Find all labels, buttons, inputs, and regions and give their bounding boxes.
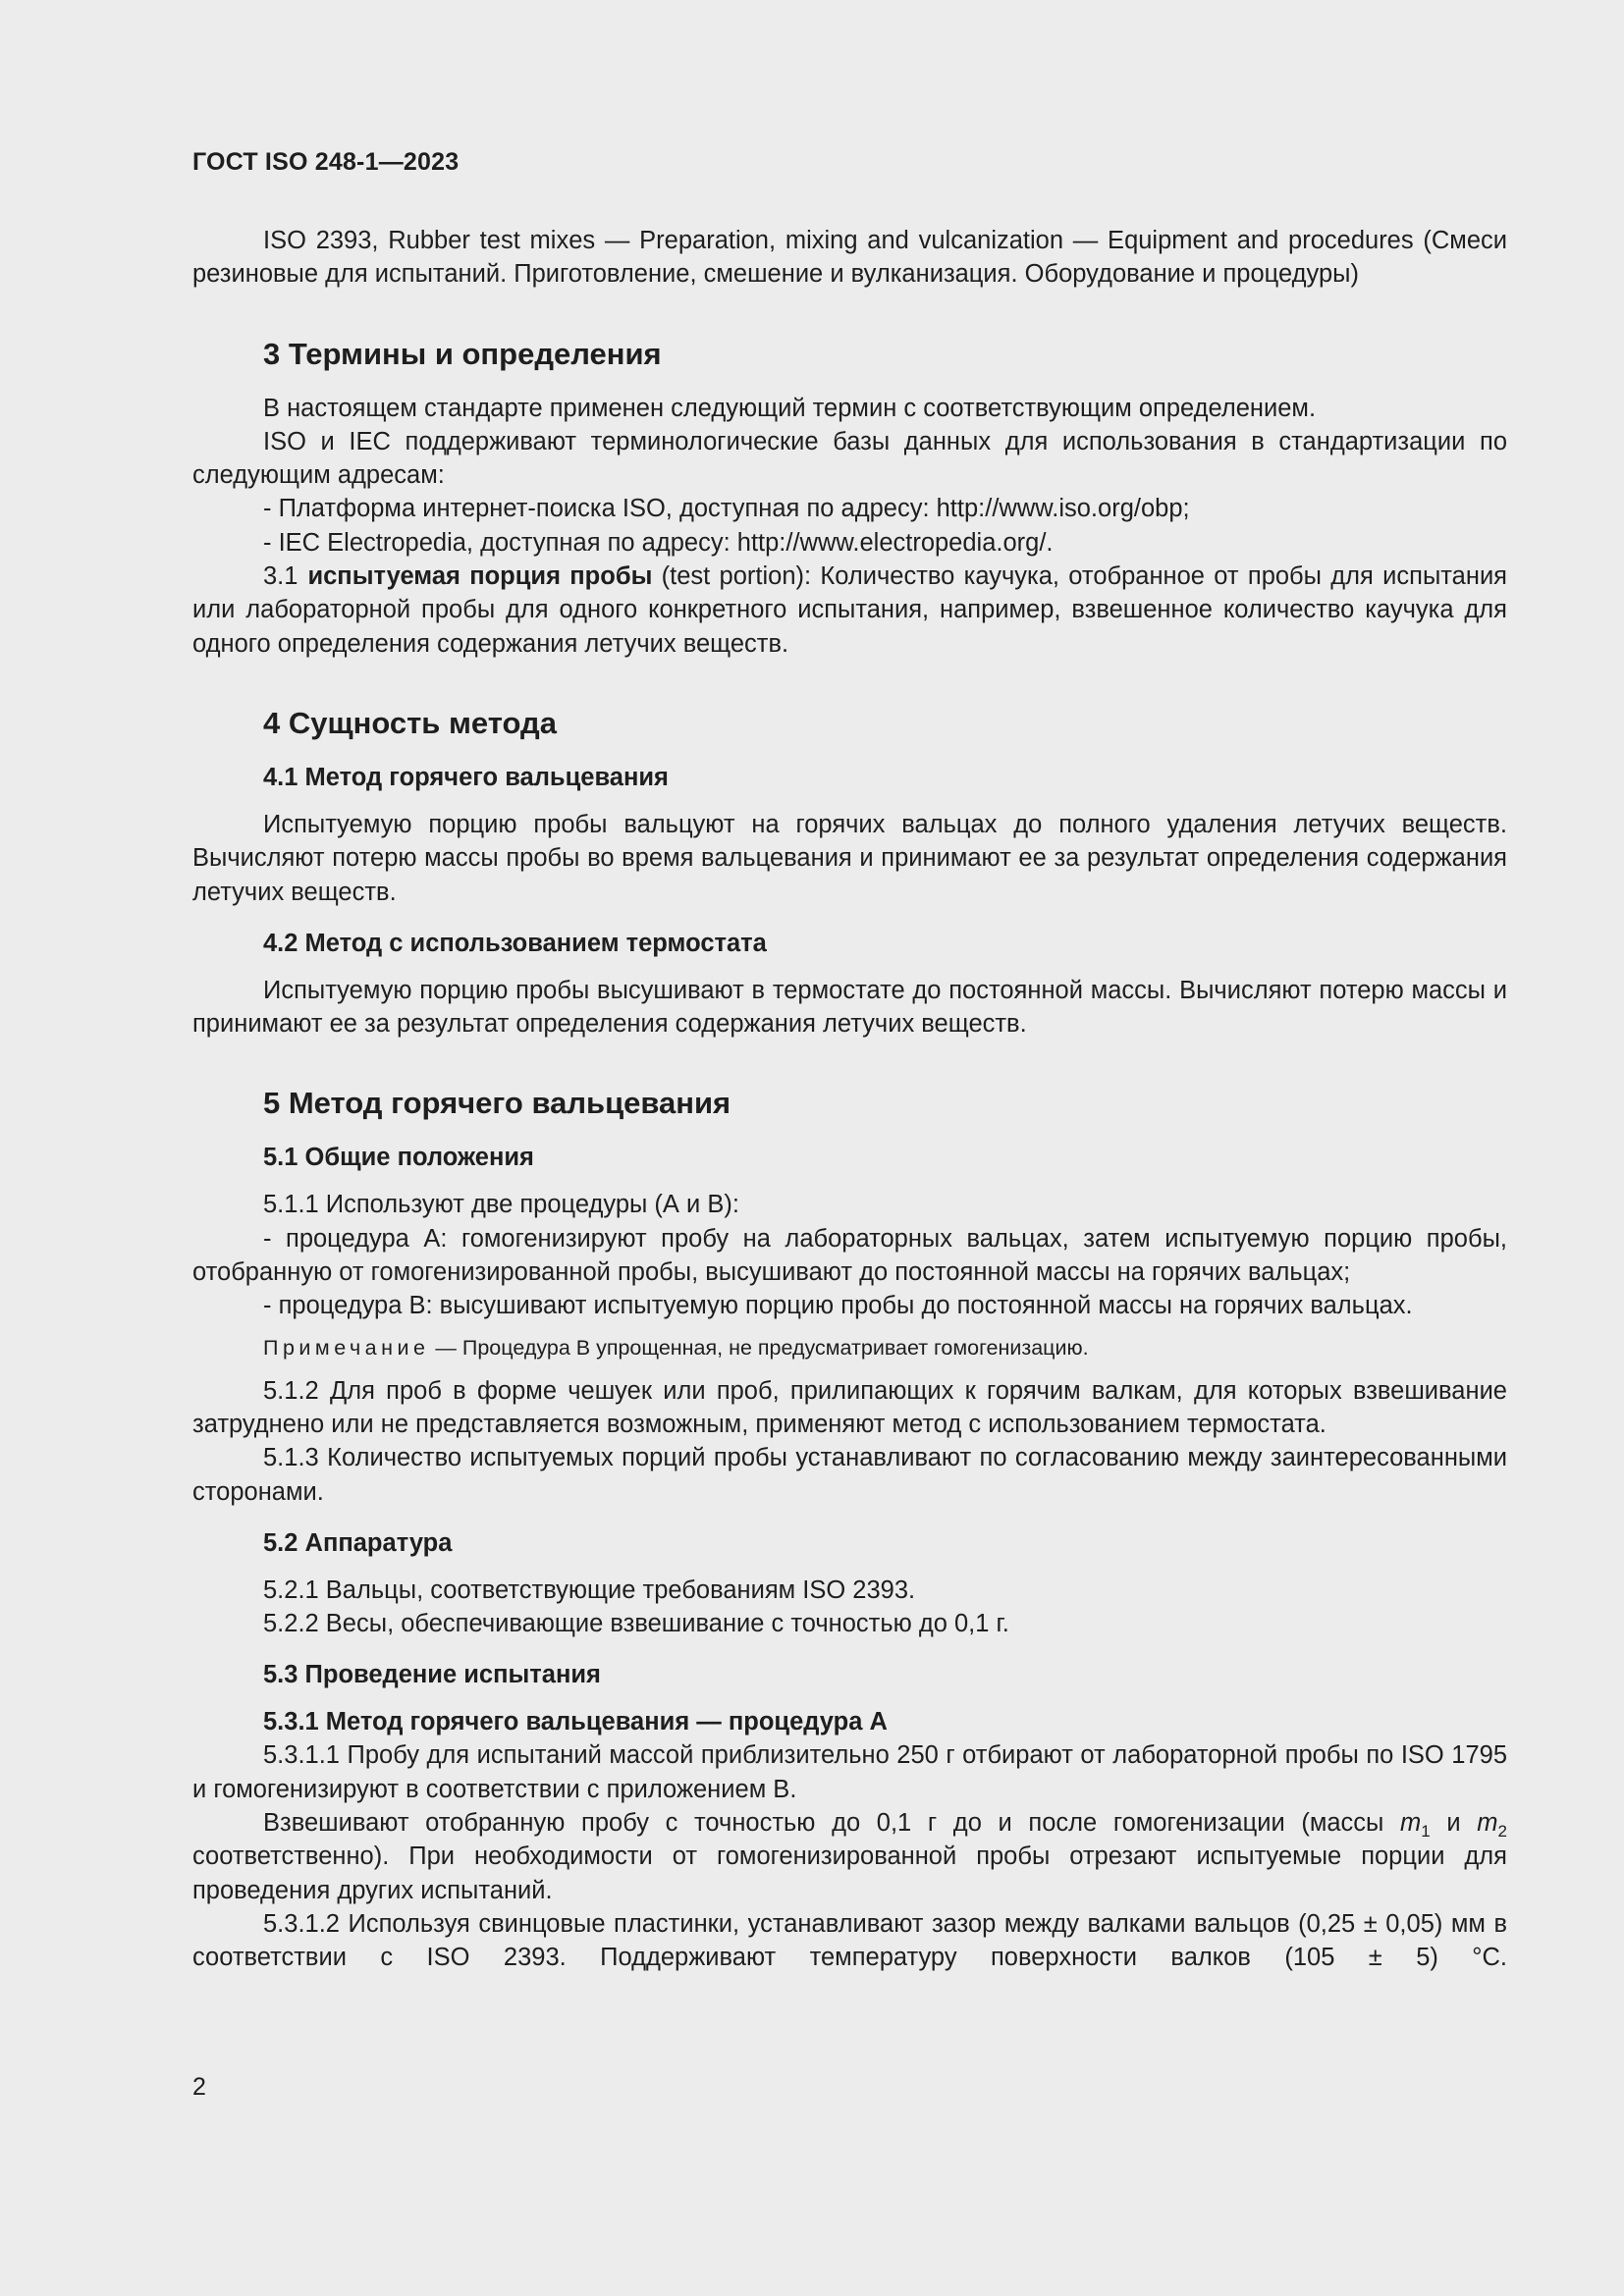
section-3-heading: 3 Термины и определения [263, 336, 662, 371]
term-definition: (test portion): Количество каучука, отобранное от пробы для испытания или лабораторной пробы для одного конкретного испытания, например, взвешенное количество каучука для одного определения содержания летучих веществ. [192, 562, 1507, 658]
subsection-5-1-heading: 5.1 Общие положения [263, 1144, 534, 1172]
note-label: Примечание [263, 1335, 430, 1360]
page-content [192, 224, 1507, 1975]
section-5-heading: 5 Метод горячего вальцевания [263, 1086, 731, 1121]
note [192, 1333, 1507, 1362]
document-code-header: ГОСТ ISO 248-1—2023 [192, 148, 460, 176]
weighing-paragraph: Взвешивают отобранную пробу с точностью до 0,1 г до и после гомогенизации (массы $m_1$ и $m_2$ соответственно). При необходимости от гомогенизированной пробы отрезают испытуемые порции для проведения других испытаний. [192, 1809, 1507, 1904]
clause-5-1-3: 5.1.3 Количество испытуемых порций пробы устанавливают по согласованию между заинтересованными сторонами. [192, 1444, 1507, 1506]
page-number: 2 [192, 2073, 206, 2101]
subsection-5-3-heading: 5.3 Проведение испытания [263, 1661, 601, 1689]
subsection-5-2-heading: 5.2 Аппаратура [263, 1528, 453, 1557]
subsection-4-1-paragraph: Испытуемую порцию пробы вальцуют на горячих вальцах до полного удаления летучих веществ. Вычисляют потерю массы пробы во время вальцевания и принимают ее за результат определения содержания летучих веществ. [192, 810, 1507, 906]
term-number: 3.1 [263, 562, 298, 591]
bullet-electropedia: - IEC Electropedia, доступная по адресу: http://www.electropedia.org/. [263, 528, 1054, 557]
term-3-1 [192, 560, 1507, 661]
clause-5-2-2: 5.2.2 Весы, обеспечивающие взвешивание с точностью до 0,1 г. [263, 1610, 1009, 1638]
clause-5-2-1: 5.2.1 Вальцы, соответствующие требованиям ISO 2393. [263, 1575, 916, 1604]
reference-paragraph: ISO 2393, Rubber test mixes — Preparation, mixing and vulcanization — Equipment and procedures (Смеси резиновые для испытаний. Приготовление, смешение и вулканизация. Оборудование и процедуры) [192, 227, 1507, 289]
subsection-4-2-paragraph: Испытуемую порцию пробы высушивают в термостате до постоянной массы. Вычисляют потерю массы и принимают ее за результат определения содержания летучих веществ. [192, 976, 1507, 1039]
clause-5-1-1: 5.1.1 Используют две процедуры (А и В): [263, 1191, 739, 1219]
bullet-procedure-a: - процедура А: гомогенизируют пробу на лабораторных вальцах, затем испытуемую порцию пробы, отобранную от гомогенизированной пробы, высушивают до постоянной массы на горячих вальцах; [192, 1224, 1507, 1287]
clause-5-3-1-heading: 5.3.1 Метод горячего вальцевания — процедура А [263, 1708, 888, 1736]
subsection-4-2-heading: 4.2 Метод с использованием термостата [263, 929, 767, 957]
section-3-paragraph-1: В настоящем стандарте применен следующий термин с соответствующим определением. [263, 394, 1317, 422]
section-4-heading: 4 Сущность метода [263, 705, 557, 740]
clause-5-1-2: 5.1.2 Для проб в форме чешуек или проб, прилипающих к горячим валкам, для которых взвешивание затруднено или не представляется возможным, применяют метод с использованием термостата. [192, 1376, 1507, 1438]
mass-variable: m [1477, 1809, 1498, 1838]
bullet-iso-obp: - Платформа интернет-поиска ISO, доступная по адресу: http://www.iso.org/obp; [263, 495, 1190, 523]
term-name: испытуемая порция пробы [307, 562, 653, 591]
clause-5-3-1-2: 5.3.1.2 Используя свинцовые пластинки, устанавливают зазор между валками вальцов (0,25 ± 0,05) мм в соответствии с ISO 2393. Поддерживают температуру поверхности валков (105 ± 5) °С. [192, 1909, 1507, 1972]
section-3-paragraph-2: ISO и IEC поддерживают терминологические базы данных для использования в стандартизации по следующим адресам: [192, 427, 1507, 490]
bullet-procedure-b: - процедура В: высушивают испытуемую порцию пробы до постоянной массы на горячих вальцах. [263, 1292, 1413, 1320]
clause-5-3-1-1: 5.3.1.1 Пробу для испытаний массой приблизительно 250 г отбирают от лабораторной пробы по ISO 1795 и гомогенизируют в соответствии с приложением В. [192, 1741, 1507, 1803]
subsection-4-1-heading: 4.1 Метод горячего вальцевания [263, 763, 669, 791]
mass-variable: m [1400, 1809, 1422, 1838]
note-text: — Процедура В упрощенная, не предусматривает гомогенизацию. [429, 1335, 1089, 1360]
